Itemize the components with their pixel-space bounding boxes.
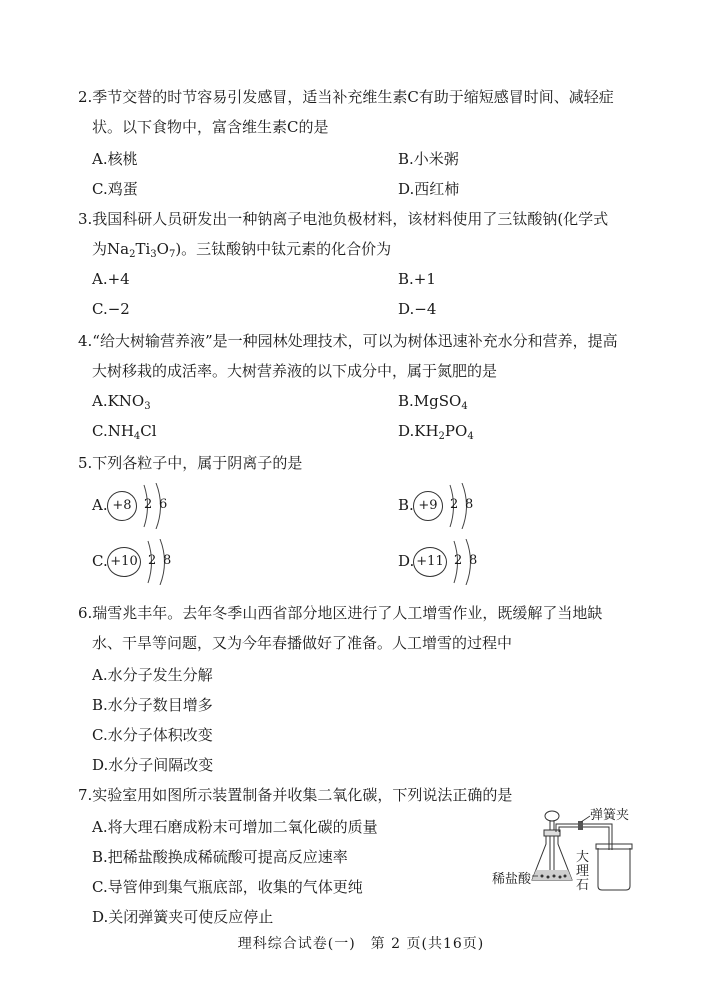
q6-stem-line2: 水、干旱等问题，又为今年春播做好了准备。人工增雪的过程中 — [92, 634, 513, 652]
q3-option-a[interactable]: A.+4 — [92, 270, 130, 288]
q6-option-a[interactable]: A.水分子发生分解 — [92, 666, 213, 684]
q3-option-c[interactable]: C.−2 — [92, 300, 130, 318]
nucleus: +10 — [107, 547, 141, 577]
q7-stem: 7.实验室用如图所示装置制备并收集二氧化碳，下列说法正确的是 — [78, 786, 513, 804]
nucleus: +8 — [107, 491, 137, 521]
marble-label-2: 理 — [576, 864, 590, 879]
q7-option-d[interactable]: D.关闭弹簧夹可使反应停止 — [92, 908, 274, 926]
q6-stem-line1: 6.瑞雪兆丰年。去年冬季山西省部分地区进行了人工增雪作业，既缓解了当地缺 — [78, 604, 603, 622]
marble-label-1: 大 — [576, 850, 590, 865]
q6-option-b[interactable]: B.水分子数目增多 — [92, 696, 213, 714]
q5-stem: 5.下列各粒子中，属于阴离子的是 — [78, 454, 303, 472]
q3-option-d[interactable]: D.−4 — [398, 300, 437, 318]
q7-apparatus-figure — [490, 810, 640, 894]
q7-option-b[interactable]: B.把稀盐酸换成稀硫酸可提高反应速率 — [92, 848, 348, 866]
q3-stem-line1: 3.我国科研人员研发出一种钠离子电池负极材料，该材料使用了三钛酸钠(化学式 — [78, 210, 609, 228]
q4-option-c[interactable]: $C.NH_4Cl$ — [92, 422, 157, 442]
q2-option-b[interactable]: B.小米粥 — [398, 150, 459, 168]
q3-stem-line2: 为$Na_2Ti_3O_7$)。三钛酸钠中钛元素的化合价为 — [92, 240, 392, 260]
q4-option-d[interactable]: $D.KH_2PO_4$ — [398, 422, 474, 442]
marble-label-3: 石 — [576, 878, 590, 893]
nucleus: +11 — [413, 547, 447, 577]
q2-option-d[interactable]: D.西红柿 — [398, 180, 460, 198]
q7-option-a[interactable]: A.将大理石磨成粉末可增加二氧化碳的质量 — [92, 818, 378, 836]
q4-stem-line1: 4.“给大树输营养液”是一种园林处理技术，可以为树体迅速补充水分和营养，提高 — [78, 332, 618, 350]
q6-option-c[interactable]: C.水分子体积改变 — [92, 726, 213, 744]
nucleus: +9 — [413, 491, 443, 521]
q4-stem-line2: 大树移栽的成活率。大树营养液的以下成分中，属于氮肥的是 — [92, 362, 498, 380]
q2-option-c[interactable]: C.鸡蛋 — [92, 180, 138, 198]
clamp-label: 弹簧夹 — [590, 808, 630, 823]
q2-stem-line1: 2.季节交替的时节容易引发感冒，适当补充维生素C有助于缩短感冒时间、减轻症 — [78, 88, 614, 106]
q2-option-a[interactable]: A.核桃 — [92, 150, 138, 168]
q7-option-c[interactable]: C.导管伸到集气瓶底部，收集的气体更纯 — [92, 878, 363, 896]
q4-option-a[interactable]: $A.KNO_3$ — [92, 392, 151, 412]
page-footer: 理科综合试卷(一) 第 2 页(共16页) — [237, 936, 485, 952]
q6-option-d[interactable]: D.水分子间隔改变 — [92, 756, 214, 774]
q4-option-b[interactable]: B.MgSO$_4$ — [398, 392, 468, 412]
q2-stem-line2: 状。以下食物中，富含维生素C的是 — [92, 118, 329, 136]
q3-option-b[interactable]: B.+1 — [398, 270, 436, 288]
acid-label: 稀盐酸 — [492, 872, 532, 887]
